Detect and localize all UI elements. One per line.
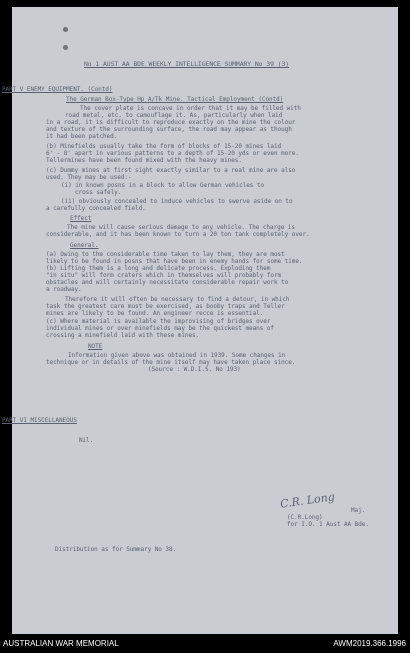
general-line: mines are likely to be found. An engineer recce is essential. [46,310,264,317]
general-line: (b) Lifting them is a long and delicate process. Exploding them [46,265,271,272]
section-subheading: The German Box-Type Hp A/Tk Mine. Tactical Employment (Contd) [66,96,284,103]
general-line: task the greatest care must be exercised, as booby traps and Teller [46,303,285,310]
body-line: and texture of the surrounding surface, the road may appear as though [46,126,292,133]
general-line: (c) Where material is available the improvising of bridges over [46,318,271,325]
note-heading: NOTE [88,343,103,350]
punch-hole [63,45,68,50]
general-line: individual mines or over minefields may be the quickest means of [46,325,274,332]
body-line: (b) Minefields usually take the form of blocks of 15-20 mines laid [46,143,282,150]
handwritten-signature: C.R. Long [279,490,336,511]
general-line: (a) Owing to the considerable time taken to lay them, they are most [46,251,285,258]
general-line: "in situ" will form craters which in themselves will probably form [46,272,282,279]
note-line: technique or in details of the mine itself may have taken place since. [46,359,296,366]
effect-line: The mine will cause serious damage to any vehicle. The charge is [67,224,295,231]
distribution-line: Distribution as for Summary No 38. [55,546,177,553]
footer-institution: AUSTRALIAN WAR MEMORIAL [3,639,119,648]
body-line: Tellermines have been found mixed with the heavy mines. [46,157,242,164]
signatory-name: (C.R.Long) [287,514,323,521]
body-line: it had been patched. [46,133,118,140]
punch-hole [63,27,68,32]
body-line: 6' - 8' apart in various patterns to a depth of 15-20 yds or even more. [46,150,299,157]
footer-accession-number: AWM2019.366.1996 [333,639,406,648]
part-vi-text: Nil. [79,437,94,444]
body-line: in a road, it is difficult to reproduce exactly on the mine the colour [46,119,296,126]
part-vi-heading: PART VI MISCELLANEOUS [2,417,77,424]
general-heading: General. [70,242,99,249]
document-header: No 1 AUST AA BDE WEEKLY INTELLIGENCE SUMMARY No 39 (3) [84,60,290,68]
general-line: likely to be found in posns that have been in enemy hands for some time. [46,258,303,265]
general-line: a roadway. [46,286,82,293]
body-line: The cover plate is concave in order that it may be filled with [80,105,301,112]
general-line: obstacles and will certainly necessitate considerable repair work to [46,279,289,286]
body-line: (c) Dummy mines at first sight exactly similar to a real mine are also [46,167,296,174]
body-line: (i) in known posns in a block to allow German vehicles to [61,182,265,189]
part-v-heading: PART V ENEMY EQUIPMENT. (Contd) [2,86,113,93]
effect-line: considerable, and it has been known to turn a 20 ton tank completely over. [46,231,310,238]
body-line: road metal, etc. to camouflage it. As, particularly when laid [65,112,283,119]
body-line: (ii) obviously concealed to induce vehicles to swerve aside on to [61,198,293,205]
signatory-role: for I.O. 1 Aust AA Bde. [287,521,369,528]
general-line: crossing a minefield laid with these mines. [46,332,200,339]
general-line: Therefore it will often be necessary to find a detour, in which [65,296,290,303]
note-source: (Source : W.D.I.S. No 193) [148,366,241,373]
note-line: Information given above was obtained in 1939. Some changes in [68,352,286,359]
archive-footer [0,636,410,653]
body-line: a carefully concealed field. [46,205,146,212]
body-line: cross safely. [75,189,122,196]
body-line: used. They may be used:- [46,174,132,181]
effect-heading: Effect [70,215,92,222]
signatory-rank: Maj. [351,507,366,514]
